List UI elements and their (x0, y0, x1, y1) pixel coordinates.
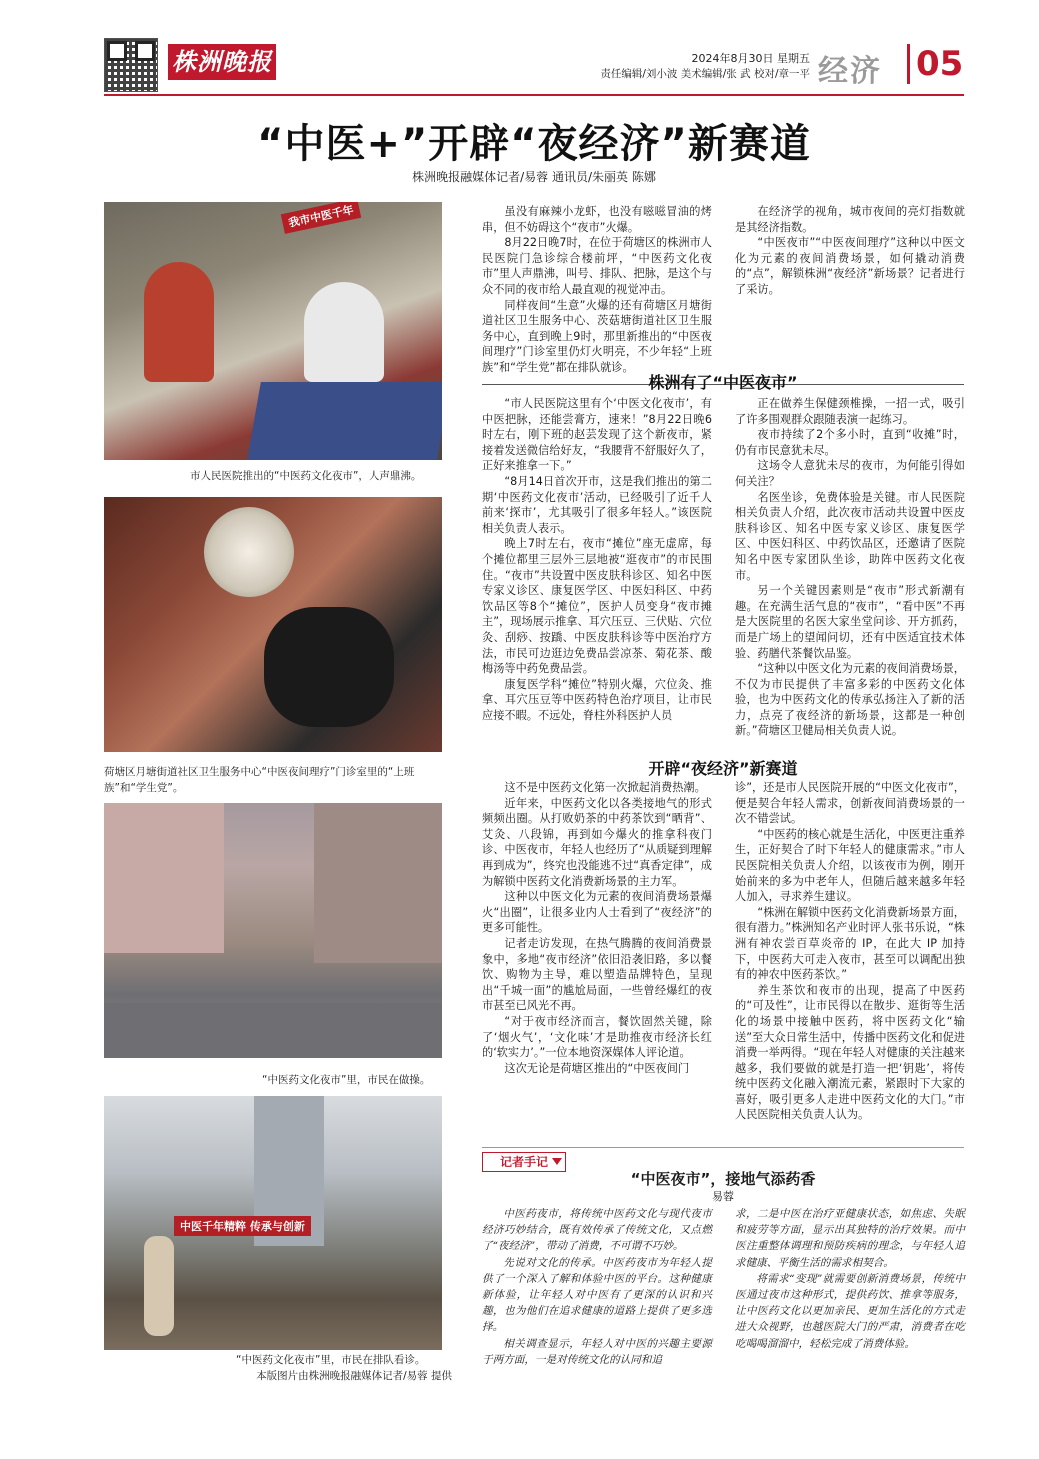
paragraph: 8月22日晚7时，在位于荷塘区的株洲市人民医院门急诊综合楼前坪，“中医药文化夜市”里人声鼎沸，叫号、排队、把脉，是这个与众不同的夜市给人最直观的视觉冲击。 (482, 236, 712, 296)
notes-tag: 记者手记 (482, 1152, 566, 1172)
photo-credit: 本版图片由株洲晚报融媒体记者/易蓉 提供 (256, 1370, 452, 1382)
photo-plaza (104, 1003, 442, 1058)
paragraph: 虽没有麻辣小龙虾，也没有嗞嗞冒油的烤串，但不妨碍这个“夜市”火爆。 (482, 205, 712, 234)
page-number: 05 (916, 44, 964, 84)
section2-column-2 (735, 780, 965, 1123)
paragraph: “对于夜市经济而言，餐饮固然关键，除了‘烟火气’，‘文化味’才是助推夜市经济长红的‘软实力’。”一位本地资深媒体人评论道。 (482, 1014, 712, 1060)
paragraph: 记者走访发现，在热气腾腾的夜间消费景象中，多地“夜市经济”依旧沿袭旧路，多以餐饮、购物为主导，难以塑造品牌特色，呈现出“千城一面”的尴尬局面，一些曾经爆红的夜市甚至已风光不再。 (482, 936, 712, 1013)
notes-author: 易蓉 (712, 1190, 734, 1203)
photo-figure (304, 282, 384, 382)
notes-column-2 (735, 1206, 965, 1352)
paragraph: “这种以中医文化为元素的夜间消费场景，不仅为市民提供了丰富多彩的中医药文化体验，也为中医药文化的传承弘扬注入了新的活力，点亮了夜经济的新场景，这都是一种创新。”荷塘区卫健局相关负责人说。 (735, 662, 965, 738)
paragraph: 求，二是中医在治疗亚健康状态，如焦虑、失眠和疲劳等方面，显示出其独特的治疗效果。而中医注重整体调理和预防疾病的理念，与年轻人追求健康、平衡生活的需求相契合。 (735, 1208, 965, 1269)
paragraph: 诊”，还是市人民医院开展的“中医文化夜市”，便是契合年轻人需求，创新夜间消费场景的一次不错尝试。 (735, 781, 965, 826)
paragraph: 在经济学的视角，城市夜间的亮灯指数就是其经济指数。 (735, 205, 965, 234)
photo-exercise-crowd (104, 803, 442, 1058)
paragraph: 中医药夜市，将传统中医药文化与现代夜市经济巧妙结合，既有效传承了传统文化，又点燃了“夜经济”，带动了消费，不可谓不巧妙。 (482, 1208, 712, 1253)
paragraph: 同样夜间“生意”火爆的还有荷塘区月塘街道社区卫生服务中心、茨菇塘街道社区卫生服务中心，直到晚上9时，那里新推出的“中医夜间理疗”门诊室里仍灯火明亮，不少年轻“上班族”和“学生党”都在排队就诊。 (482, 298, 712, 374)
photo-banner: 中医千年精粹 传承与创新 (174, 1216, 311, 1236)
photo-figure (264, 607, 394, 727)
notes-column-1 (482, 1206, 712, 1368)
paragraph: 正在做养生保健颈椎操，一招一式，吸引了许多围观群众跟随表演一起练习。 (735, 397, 965, 426)
section1-column-2 (735, 396, 965, 739)
section-divider (907, 44, 910, 84)
issue-date: 2024年8月30日 星期五 (691, 52, 810, 65)
photo3-caption: “中医药文化夜市”里，市民在做操。 (262, 1074, 431, 1086)
paragraph: 这次无论是荷塘区推出的“中医夜间门 (504, 1061, 690, 1075)
photo-therapy-room (104, 497, 442, 752)
photo-table (247, 382, 442, 460)
section1-column-1 (482, 396, 712, 723)
paragraph: 这不是中医药文化第一次掀起消费热潮。 (504, 781, 706, 794)
photo-night-market-clinic (104, 202, 442, 460)
section-name: 经济 (818, 54, 882, 89)
section2-title: 开辟“夜经济”新赛道 (648, 759, 798, 778)
section2-column-1 (482, 780, 712, 1076)
photo-banner: 我市中医千年 (281, 202, 361, 234)
triangle-down-icon (552, 1158, 562, 1165)
intro-column-2 (735, 204, 965, 298)
notes-rule (482, 1147, 964, 1148)
photo-building (314, 803, 442, 963)
paragraph: 近年来，中医药文化以各类接地气的形式频频出圈。从打败奶茶的中药茶饮到“晒背”、艾灸、八段锦，再到如今爆火的推拿科夜门诊、中医夜市，年轻人也经历了“从质疑到理解再到成为”，终究也没能逃不过“真香定律”，成为解锁中医药文化消费新场景的主力军。 (482, 796, 712, 888)
masthead-rule (104, 94, 964, 96)
paragraph: “株洲在解锁中医药文化消费新场景方面，很有潜力。”株洲知名产业时评人张书乐说，“株洲有神农尝百草炎帝的 IP，在此大 IP 加持下，中医药大可走入夜市，甚至可以调配出独有的神农中医药茶饮。” (735, 905, 965, 982)
paragraph: 名医坐诊，免费体验是关键。市人民医院相关负责人介绍，此次夜市活动共设置中医皮肤科诊区、知名中医专家义诊区、康复医学区、中医妇科区、中药饮品区，还邀请了医院知名中医专家团队坐诊，助阵中医药文化夜市。 (735, 490, 965, 582)
paragraph: 先说对文化的传承。中医药夜市为年轻人提供了一个深入了解和体验中医的平台。这种健康新体验，让年轻人对中医有了更深的认识和兴趣，也为他们在追求健康的道路上提供了更多选择。 (482, 1256, 712, 1334)
photo1-caption: 市人民医院推出的“中医药文化夜市”，人声鼎沸。 (190, 470, 422, 482)
paragraph: 这场令人意犹未尽的夜市，为何能引得如何关注？ (735, 459, 965, 488)
photo-lamp (204, 507, 294, 597)
paragraph: 康复医学科“摊位”特别火爆，穴位灸、推拿、耳穴压豆等中医药特色治疗项目，让市民应接不暇。不远处，脊柱外科医护人员 (482, 677, 712, 722)
paragraph: 夜市持续了2个多小时，直到“收摊”时，仍有市民意犹未尽。 (735, 428, 965, 457)
photo-statue (144, 1236, 174, 1336)
paragraph: 养生茶饮和夜市的出现，提高了中医药的“可及性”，让市民得以在散步、逛街等生活化的场景中接触中医药，将中医药文化“输送”至大众日常生活中，传播中医药文化和促进消费一举两得。“现在年轻人对健康的关注越来越多，我们要做的就是打造一把‘钥匙’，将传统中医药文化融入潮流元素，紧跟时下大家的喜好，吸引更多人走进中医药文化的大门。”市人民医院相关负责人认为。 (735, 983, 965, 1122)
paragraph: 另一个关键因素则是“夜市”形式新潮有趣。在充满生活气息的“夜市”，“看中医”不再是大医院里的名医大家坐堂问诊、开方抓药，而是广场上的望闻问切，还有中医适宜技术体验、药膳代茶餐饮品鉴。 (735, 584, 965, 660)
editors-credit: 责任编辑/刘小波 美术编辑/张 武 校对/章一平 (600, 68, 810, 80)
newspaper-logo: 株洲晚报 (168, 44, 276, 80)
paragraph: 晚上7时左右，夜市“摊位”座无虚席，每个摊位都里三层外三层地被“逛夜市”的市民围住。“夜市”共设置中医皮肤科诊区、知名中医专家义诊区、康复医学区、中医妇科区、中药饮品区等8个“摊位”，医护人员变身“夜市摊主”，现场展示推拿、耳穴压豆、三伏贴、穴位灸、刮痧、按蹻、中医皮肤科诊等中医治疗方法，市民可边逛边免费品尝凉茶、菊花茶、酸梅汤等中药免费品尝。 (482, 537, 712, 676)
paragraph: “市人民医院这里有个‘中医文化夜市’，有中医把脉，还能尝膏方，速来！”8月22日晚6时左右，刚下班的赵芸发现了这个新夜市，紧接着发送微信给好友，“我腰背不舒服好久了，正好来推拿一下。” (482, 397, 712, 473)
photo-queue-crowd (104, 1096, 442, 1350)
photo-figure (144, 262, 214, 382)
qr-code (104, 38, 158, 92)
paragraph: “中医药的核心就是生活化，中医更注重养生，正好契合了时下年轻人的健康需求。”市人民医院相关负责人介绍，以该夜市为例，刚开始前来的多为中老年人，但随后越来越多年轻人加入，寻求养生建议。 (735, 827, 965, 904)
intro-column-1 (482, 204, 712, 376)
paragraph: 这种以中医文化为元素的夜间消费场景爆火“出圈”，让很多业内人士看到了“夜经济”的更多可能性。 (482, 890, 712, 935)
paragraph: 相关调查显示，年轻人对中医的兴趣主要源于两方面，一是对传统文化的认同和追 (482, 1337, 712, 1366)
photo2-caption: 荷塘区月塘街道社区卫生服务中心“中医夜间理疗”门诊室里的“上班族”和“学生党”。 (104, 766, 415, 794)
notes-title: “中医夜市”，接地气添药香 (630, 1170, 816, 1188)
article-headline: “中医+”开辟“夜经济”新赛道 (257, 121, 811, 167)
paragraph: “8月14日首次开市，这是我们推出的第二期‘中医药文化夜市’活动，已经吸引了近千人前来‘探市’，尤其吸引了很多年轻人。”该医院相关负责人表示。 (482, 474, 712, 535)
article-byline: 株洲晚报融媒体记者/易蓉 通讯员/朱丽英 陈娜 (412, 170, 656, 184)
photo-building (104, 803, 224, 953)
photo4-caption: “中医药文化夜市”里，市民在排队看诊。 (236, 1354, 426, 1366)
paragraph: “中医夜市”“中医夜间理疗”这种以中医文化为元素的夜间消费场景，如何撬动消费的“点”，解锁株洲“夜经济”新场景？记者进行了采访。 (735, 236, 965, 296)
paragraph: 将需求“变现”就需要创新消费场景，传统中医通过夜市这种形式，提供药饮、推拿等服务，让中医药文化以更加亲民、更加生活化的方式走进大众视野，也越医院大门的严肃，消费者在吃吃喝喝溜溜中，轻松完成了消费体验。 (735, 1272, 965, 1350)
section1-title: 株洲有了“中医夜市” (648, 373, 798, 392)
